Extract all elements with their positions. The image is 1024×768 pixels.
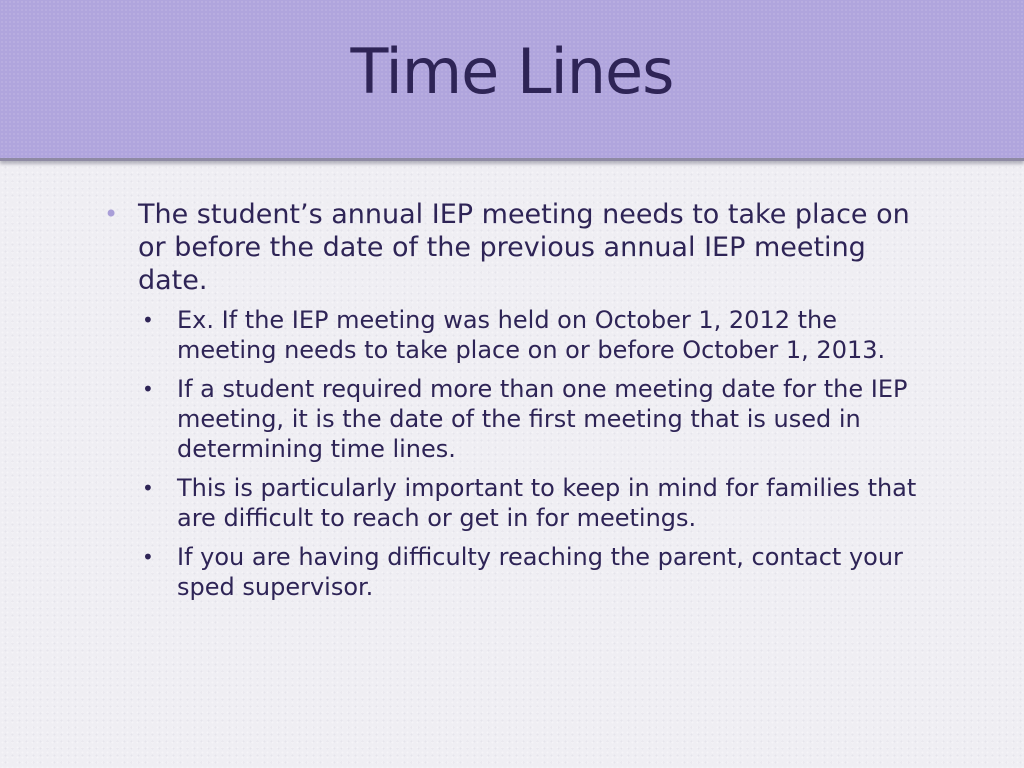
bullet-level2: [104, 473, 934, 533]
bullet-level1: [104, 198, 934, 297]
bullet-level2-text: If a student required more than one meeting date for the IEP meeting, it is the date of the first meeting that is used in determining time lines.: [177, 375, 908, 463]
bullet-level2: [104, 374, 934, 464]
slide-title: Time Lines: [350, 35, 674, 108]
sub-bullet-list: [104, 305, 934, 602]
title-band: [0, 0, 1024, 161]
bullet-dot-icon: •: [142, 545, 154, 569]
bullet-level2-text: This is particularly important to keep in mind for families that are difficult to reach or get in for meetings.: [177, 474, 917, 532]
bullet-level2-text: If you are having difficulty reaching the parent, contact your sped supervisor.: [177, 543, 903, 601]
bullet-dot-icon: •: [142, 308, 154, 332]
bullet-level2-text: Ex. If the IEP meeting was held on October 1, 2012 the meeting needs to take place on or before October 1, 2013.: [177, 306, 886, 364]
bullet-dot-icon: •: [142, 377, 154, 401]
bullet-level2: [104, 542, 934, 602]
bullet-level1-text: The student’s annual IEP meeting needs to take place on or before the date of the previous annual IEP meeting date.: [138, 199, 910, 296]
slide-content: [104, 198, 934, 611]
bullet-level2: [104, 305, 934, 365]
bullet-dot-icon: •: [104, 200, 119, 228]
bullet-dot-icon: •: [142, 476, 154, 500]
